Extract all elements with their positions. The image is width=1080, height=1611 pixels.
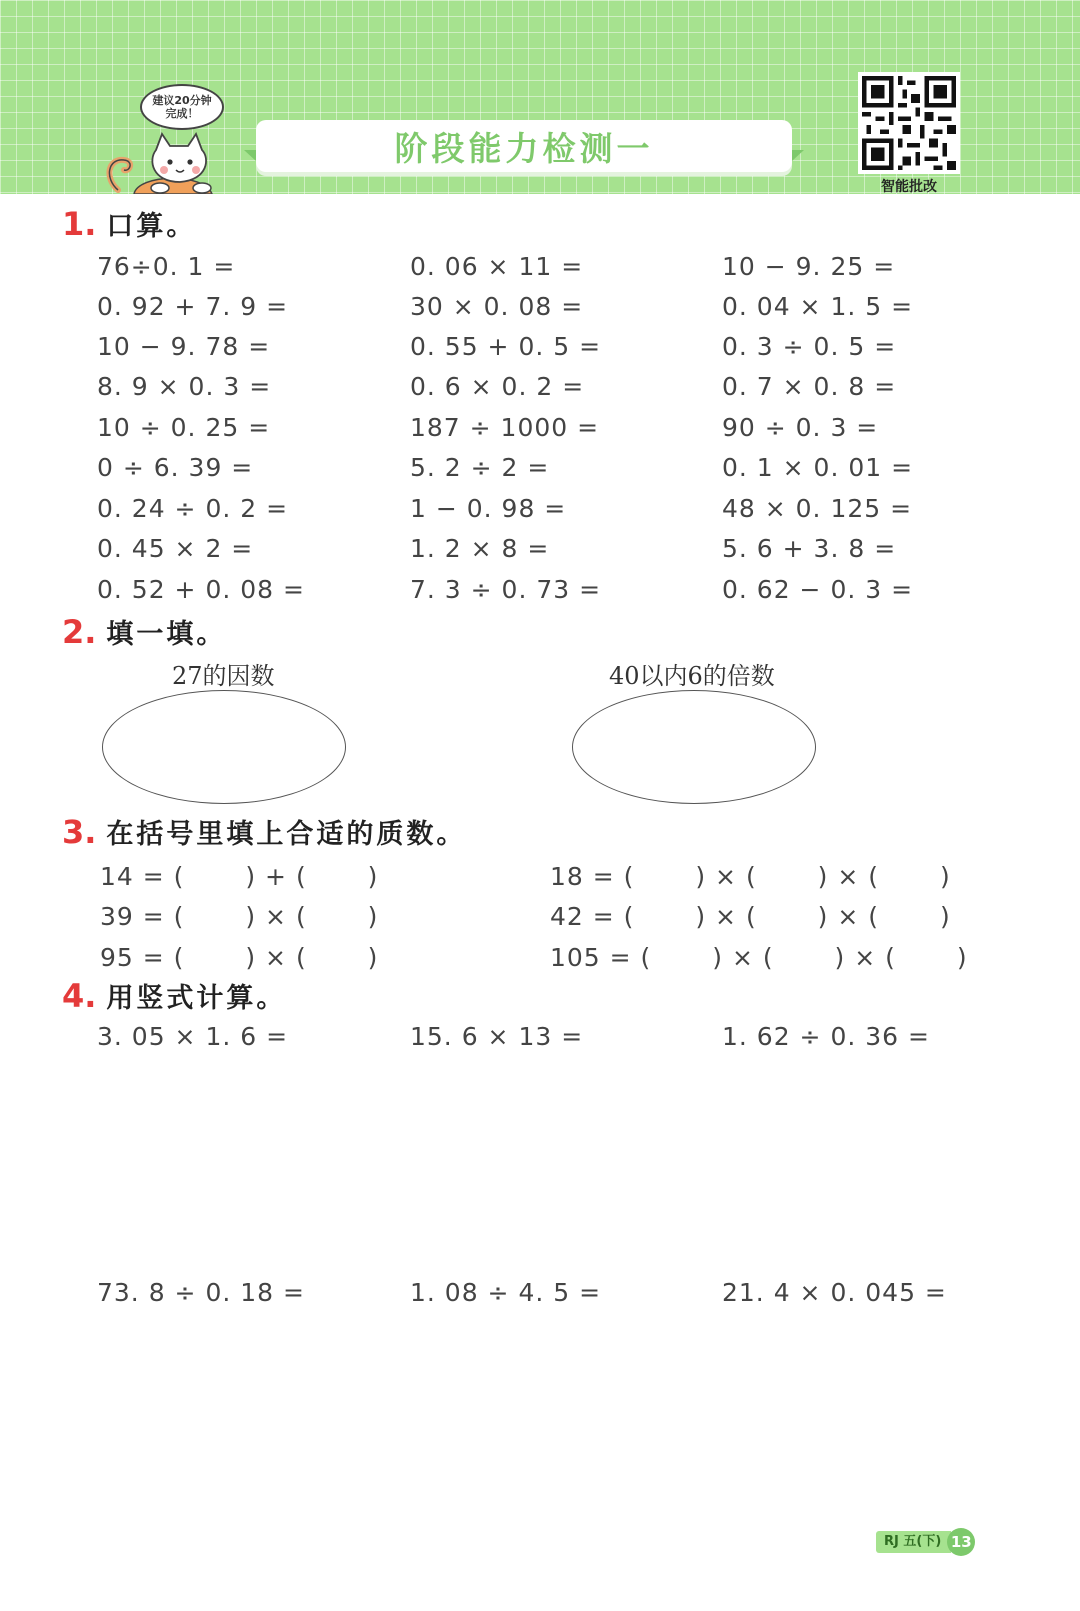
- math-problem: 0. 92 + 7. 9 =: [97, 292, 289, 321]
- math-problem: 5. 6 + 3. 8 =: [722, 534, 897, 563]
- section-1-heading: [62, 204, 196, 243]
- prime-row: [0, 938, 1080, 978]
- qr-block: [858, 72, 960, 194]
- speech-line-2: 完成！: [165, 107, 199, 120]
- section-2-title: 填一填。: [106, 619, 227, 650]
- math-problem: 10 − 9. 25 =: [722, 252, 896, 281]
- section-3-heading: [62, 812, 466, 851]
- section-3-title: 在括号里填上合适的质数。: [106, 819, 467, 850]
- section-4-title: 用竖式计算。: [106, 983, 287, 1014]
- math-problem: 0. 45 × 2 =: [97, 534, 254, 563]
- vertical-calc-row: [0, 1022, 1080, 1062]
- math-problem: 48 × 0. 125 =: [722, 494, 913, 523]
- math-problem: 5. 2 ÷ 2 =: [410, 453, 550, 482]
- multiples-label: 40以内6的倍数: [609, 662, 775, 690]
- qr-code-icon[interactable]: [858, 72, 960, 174]
- math-row: [0, 413, 1080, 453]
- math-problem: 76÷0. 1 =: [97, 252, 236, 281]
- math-problem: 30 × 0. 08 =: [410, 292, 584, 321]
- math-problem: 0. 24 ÷ 0. 2 =: [97, 494, 289, 523]
- prime-problem[interactable]: 42 = ( ) × ( ) × ( ): [550, 902, 951, 931]
- page-title: 阶段能力检测一: [394, 128, 654, 168]
- math-problem: 0 ÷ 6. 39 =: [97, 453, 254, 482]
- cat-icon: [104, 128, 234, 194]
- math-problem: 187 ÷ 1000 =: [410, 413, 600, 442]
- prime-row: [0, 897, 1080, 937]
- math-problem: 1. 2 × 8 =: [410, 534, 550, 563]
- cat-mascot: [104, 84, 234, 194]
- factors-label: 27的因数: [172, 662, 275, 690]
- section-2-heading: [62, 612, 226, 651]
- math-problem: 0. 06 × 11 =: [410, 252, 584, 281]
- vertical-calc-problem: 1. 08 ÷ 4. 5 =: [410, 1278, 602, 1307]
- math-row: [0, 534, 1080, 574]
- math-problem: 7. 3 ÷ 0. 73 =: [410, 575, 602, 604]
- section-3-number: 3.: [62, 813, 97, 851]
- math-row: [0, 252, 1080, 292]
- section-2-number: 2.: [62, 613, 97, 651]
- math-row: [0, 332, 1080, 372]
- math-problem: 0. 55 + 0. 5 =: [410, 332, 602, 361]
- math-row: [0, 453, 1080, 493]
- vertical-calc-row: [0, 1278, 1080, 1318]
- math-row: [0, 575, 1080, 615]
- math-problem: 0. 6 × 0. 2 =: [410, 372, 585, 401]
- edition-tag: RJ 五(下): [876, 1531, 951, 1553]
- section-4-heading: [62, 976, 286, 1015]
- vertical-calc-problem: 1. 62 ÷ 0. 36 =: [722, 1022, 930, 1051]
- section-1-number: 1.: [62, 205, 97, 243]
- title-box: [256, 120, 792, 172]
- math-row: [0, 292, 1080, 332]
- math-problem: 90 ÷ 0. 3 =: [722, 413, 879, 442]
- math-problem: 0. 04 × 1. 5 =: [722, 292, 914, 321]
- math-row: [0, 372, 1080, 412]
- math-problem: 0. 7 × 0. 8 =: [722, 372, 897, 401]
- title-ribbon: [256, 120, 792, 172]
- math-problem: 0. 62 − 0. 3 =: [722, 575, 914, 604]
- vertical-calc-problem: 15. 6 × 13 =: [410, 1022, 584, 1051]
- math-problem: 1 − 0. 98 =: [410, 494, 567, 523]
- prime-problem[interactable]: 14 = ( ) + ( ): [100, 862, 379, 891]
- prime-problem[interactable]: 95 = ( ) × ( ): [100, 943, 379, 972]
- math-problem: 0. 3 ÷ 0. 5 =: [722, 332, 897, 361]
- speech-line-1: 建议20分钟: [152, 94, 212, 107]
- vertical-calc-problem: 3. 05 × 1. 6 =: [97, 1022, 289, 1051]
- qr-label: 智能批改: [881, 179, 937, 195]
- prime-problem[interactable]: 18 = ( ) × ( ) × ( ): [550, 862, 951, 891]
- math-row: [0, 494, 1080, 534]
- math-problem: 8. 9 × 0. 3 =: [97, 372, 272, 401]
- math-problem: 10 ÷ 0. 25 =: [97, 413, 271, 442]
- math-problem: 0. 1 × 0. 01 =: [722, 453, 914, 482]
- multiples-answer-ellipse[interactable]: [572, 690, 816, 804]
- math-problem: 0. 52 + 0. 08 =: [97, 575, 305, 604]
- speech-bubble: [140, 84, 224, 130]
- factors-answer-ellipse[interactable]: [102, 690, 346, 804]
- vertical-calc-problem: 21. 4 × 0. 045 =: [722, 1278, 947, 1307]
- prime-problem[interactable]: 105 = ( ) × ( ) × ( ): [550, 943, 968, 972]
- vertical-calc-problem: 73. 8 ÷ 0. 18 =: [97, 1278, 305, 1307]
- section-1-title: 口算。: [106, 211, 197, 242]
- prime-problem[interactable]: 39 = ( ) × ( ): [100, 902, 379, 931]
- math-problem: 10 − 9. 78 =: [97, 332, 271, 361]
- page-number: 13: [947, 1528, 975, 1556]
- header-band: [0, 0, 1080, 194]
- prime-row: [0, 857, 1080, 897]
- page-footer: [876, 1528, 975, 1556]
- section-4-number: 4.: [62, 977, 97, 1015]
